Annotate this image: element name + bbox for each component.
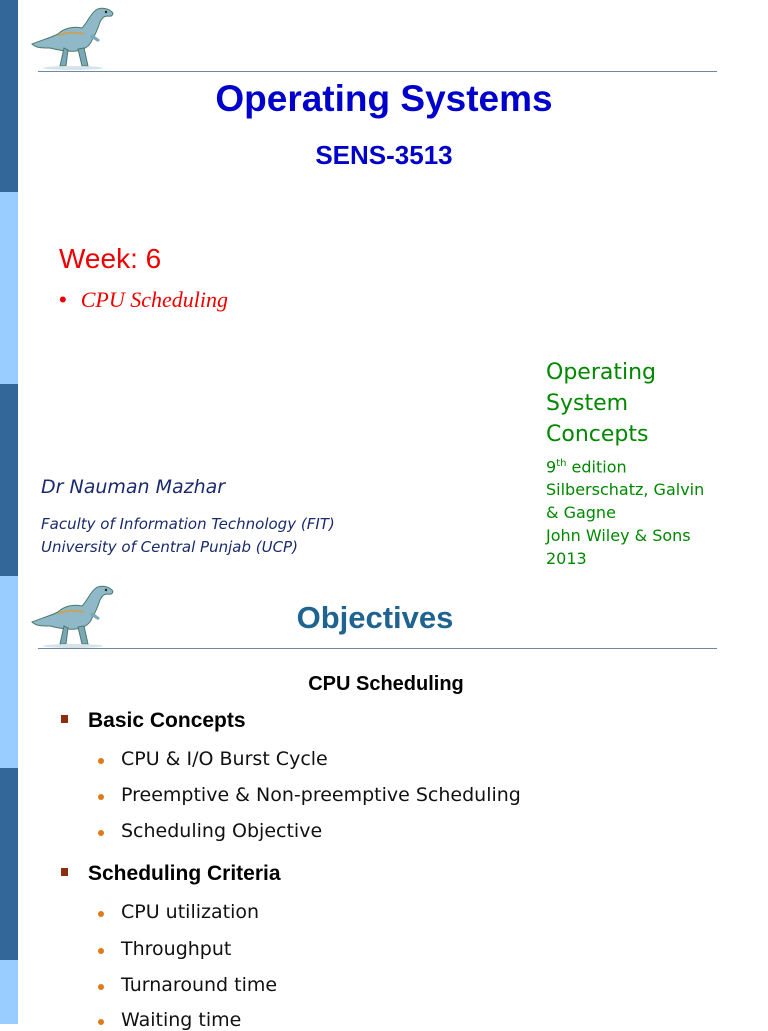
bullet-dot-icon (98, 794, 104, 800)
bullet-dot-icon (98, 830, 104, 836)
book-title-line: Concepts (546, 422, 649, 447)
list-item: Turnaround time (121, 974, 278, 996)
bullet-dot-icon (98, 758, 104, 764)
bullet-dot-icon (98, 948, 104, 954)
author-name: Dr Nauman Mazhar (41, 476, 226, 498)
square-bullet-icon (61, 868, 68, 876)
bullet-dot-icon (98, 984, 104, 990)
book-title-line: System (546, 391, 629, 416)
university-name: University of Central Punjab (UCP) (41, 538, 298, 556)
list-item: Throughput (121, 938, 232, 960)
course-title: Operating Systems (215, 78, 553, 119)
list-item: Waiting time (121, 1009, 242, 1031)
book-reference (546, 357, 704, 570)
list-item: CPU & I/O Burst Cycle (121, 748, 328, 770)
topic-bullet (59, 287, 228, 313)
list-item: CPU utilization (121, 901, 260, 923)
bullet-dot-icon (98, 911, 104, 917)
section-heading: Scheduling Criteria (88, 862, 281, 885)
week-label: Week: 6 (59, 243, 162, 274)
book-publisher: John Wiley & Sons (546, 526, 691, 546)
slide-subtitle: CPU Scheduling (308, 673, 464, 695)
title-divider (38, 648, 717, 649)
course-code: SENS-3513 (315, 140, 453, 170)
bullet-dot-icon (98, 1019, 104, 1025)
list-item: Preemptive & Non-preemptive Scheduling (121, 784, 521, 806)
objectives-slide (0, 576, 768, 1031)
book-authors: Silberschatz, Galvin (546, 480, 705, 500)
bullet-icon: • (59, 287, 67, 312)
square-bullet-icon (61, 715, 68, 723)
topic-label: CPU Scheduling (80, 287, 228, 312)
slide-title: Objectives (296, 600, 454, 635)
list-item: Scheduling Objective (121, 820, 323, 842)
title-divider (38, 71, 717, 72)
book-year: 2013 (546, 549, 587, 569)
book-edition: 9th edition (546, 457, 627, 477)
book-authors: & Gagne (546, 503, 616, 523)
dinosaur-logo-icon (28, 4, 118, 70)
book-title-line: Operating (546, 360, 656, 385)
section-heading: Basic Concepts (88, 709, 246, 732)
faculty-name: Faculty of Information Technology (FIT) (41, 515, 335, 533)
